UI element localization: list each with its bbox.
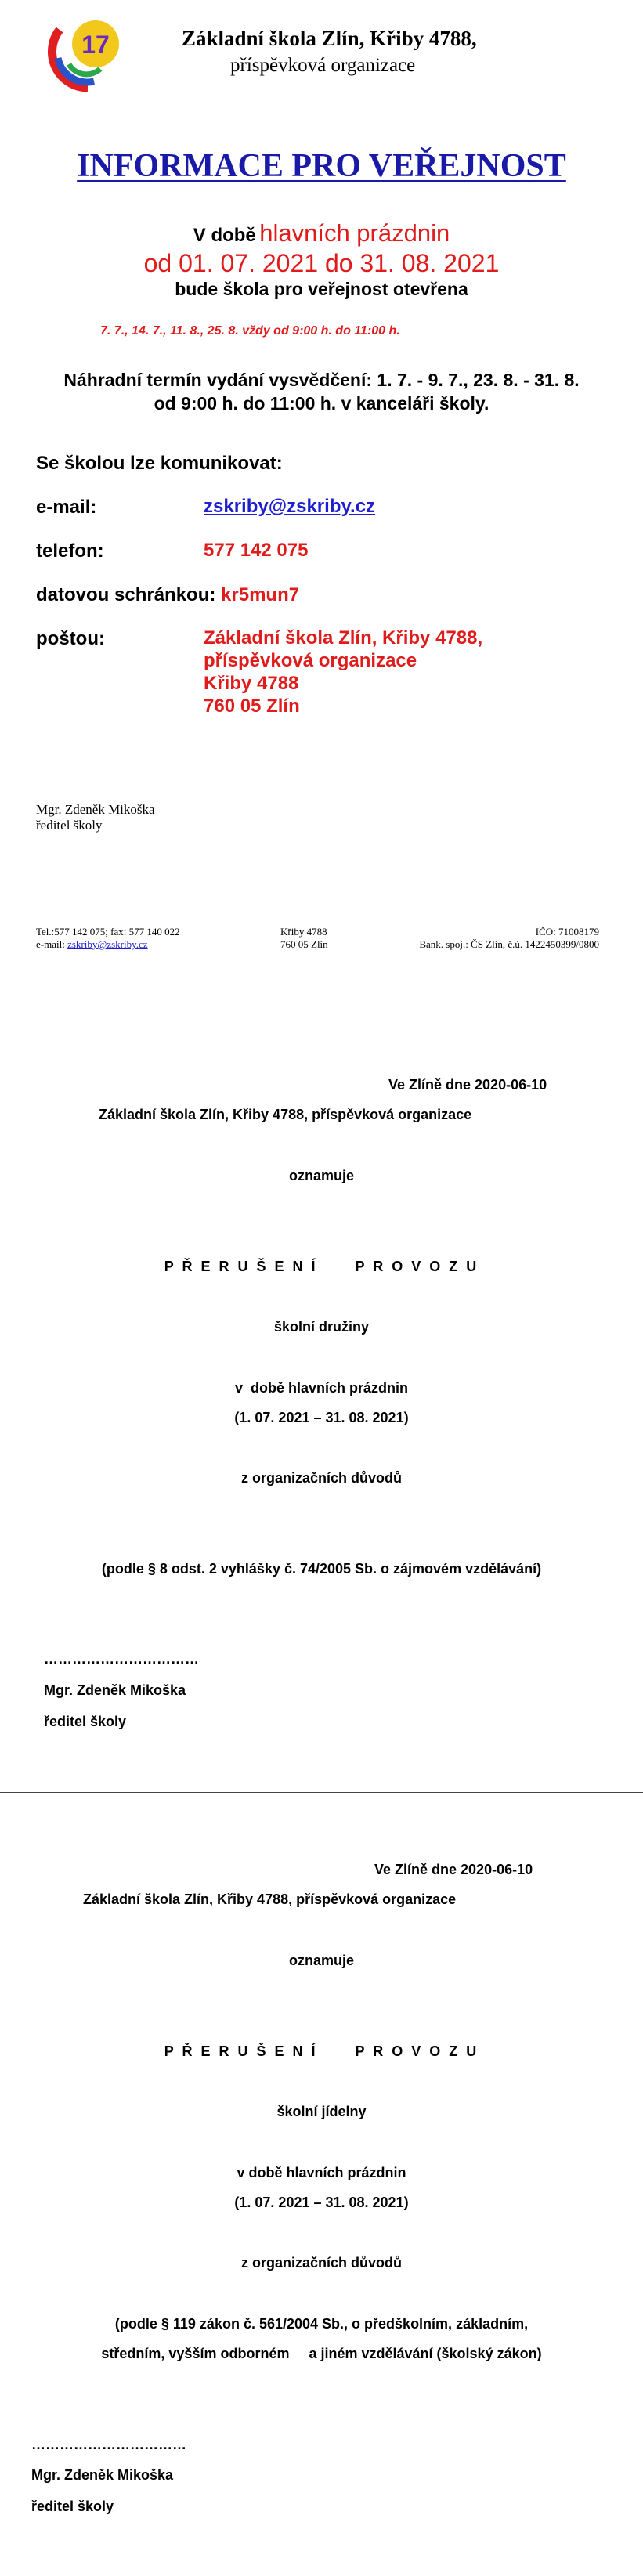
svg-text:17: 17 <box>81 31 110 59</box>
post-line: Základní škola Zlín, Křiby 4788, <box>204 627 483 649</box>
p3-signature-title: ředitel školy <box>31 2498 114 2514</box>
databox-label: datovou schránkou: <box>36 584 216 605</box>
opening-dates: 7. 7., 14. 7., 11. 8., 25. 8. vždy od 9:00 h. do 11:00 h. <box>100 324 400 338</box>
footer-email <box>36 938 148 951</box>
phone-label: telefon: <box>36 540 104 562</box>
email-value[interactable] <box>204 495 375 518</box>
p3-facility: školní jídelny <box>276 2104 367 2119</box>
p3-announces: oznamuje <box>288 1953 354 1968</box>
announcement-period: od 01. 07. 2021 do 31. 08. 2021 <box>143 249 500 277</box>
p2-during: v době hlavních prázdnin <box>234 1380 409 1396</box>
post-line: Křiby 4788 <box>204 673 299 694</box>
signature-title: ředitel školy <box>36 818 103 833</box>
p2-date-line: Ve Zlíně dne 2020-06-10 <box>388 1077 547 1093</box>
school-name-header: Základní škola Zlín, Křiby 4788, <box>182 27 477 50</box>
contact-title: Se školou lze komunikovat: <box>36 453 283 474</box>
announcement-line-1 <box>0 219 643 247</box>
footer-email-link[interactable]: zskriby@zskriby.cz <box>67 938 148 950</box>
p2-interruption: P Ř E R U Š E N Í P R O V O Z U <box>164 1259 479 1274</box>
p2-signature-name: Mgr. Zdeněk Mikoška <box>44 1682 186 1698</box>
announcement-open-text: bude škola pro veřejnost otevřena <box>175 279 468 299</box>
announcement-holiday: hlavních prázdnin <box>259 219 450 247</box>
p3-interruption: P Ř E R U Š E N Í P R O V O Z U <box>164 2043 479 2059</box>
replacement-term <box>0 368 643 415</box>
post-line: příspěvková organizace <box>204 650 417 671</box>
databox-line <box>36 584 299 606</box>
p2-signature-dots: …………………………… <box>44 1651 199 1667</box>
signature-name: Mgr. Zdeněk Mikoška <box>36 802 155 817</box>
p3-date-line: Ve Zlíně dne 2020-06-10 <box>374 1862 533 1877</box>
org-type-header: příspěvková organizace <box>230 55 416 76</box>
replacement-line-2: od 9:00 h. do 11:00 h. v kanceláři školy. <box>154 393 489 414</box>
announcement-prefix: V době <box>193 225 256 246</box>
replacement-line-1: Náhradní termín vydání vysvědčení: 1. 7. - 9. 7., 23. 8. - 31. 8. <box>63 370 580 390</box>
email-label: e-mail: <box>36 497 97 518</box>
phone-value: 577 142 075 <box>204 540 309 561</box>
footer-street: Křiby 4788 <box>280 926 327 938</box>
p3-signature-name: Mgr. Zdeněk Mikoška <box>31 2467 174 2483</box>
p3-during: v době hlavních prázdnin <box>237 2165 406 2180</box>
footer-bank: Bank. spoj.: ČS Zlín, č.ú. 1422450399/0800 <box>419 938 599 950</box>
p2-school: Základní škola Zlín, Křiby 4788, příspěvková organizace <box>99 1107 472 1122</box>
page-title: INFORMACE PRO VEŘEJNOST <box>77 148 566 184</box>
post-label: poštou: <box>36 628 105 649</box>
p3-school: Základní škola Zlín, Křiby 4788, příspěvková organizace <box>83 1891 457 1907</box>
footer-ico: IČO: 71008179 <box>535 926 599 938</box>
school-logo-icon <box>45 9 130 92</box>
p2-facility: školní družiny <box>273 1319 370 1335</box>
p3-legal-line-1: (podle § 119 zákon č. 561/2004 Sb., o předškolním, základním, <box>114 2316 529 2332</box>
p3-legal-line-2: středním, vyšším odborném a jiném vzdělávání (školský zákon) <box>101 2346 542 2361</box>
p3-period: (1. 07. 2021 – 31. 08. 2021) <box>234 2195 409 2210</box>
p3-signature-dots: …………………………… <box>31 2437 186 2452</box>
p3-reason: z organizačních důvodů <box>240 2255 402 2271</box>
page-separator <box>0 1792 643 1793</box>
post-address <box>204 627 482 717</box>
post-line: 760 05 Zlín <box>204 695 300 717</box>
p2-legal: (podle § 8 odst. 2 vyhlášky č. 74/2005 Sb. o zájmovém vzdělávání) <box>101 1561 542 1577</box>
p2-signature-title: ředitel školy <box>44 1714 127 1729</box>
footer-city: 760 05 Zlín <box>280 938 328 950</box>
p2-period: (1. 07. 2021 – 31. 08. 2021) <box>234 1410 409 1425</box>
footer-email-label: e-mail: <box>36 938 65 950</box>
p2-reason: z organizačních důvodů <box>240 1470 402 1486</box>
databox-value: kr5mun7 <box>221 584 300 605</box>
p2-announces: oznamuje <box>288 1168 354 1183</box>
email-link[interactable]: zskriby@zskriby.cz <box>204 496 376 517</box>
footer-tel-fax: Tel.:577 142 075; fax: 577 140 022 <box>36 926 180 938</box>
